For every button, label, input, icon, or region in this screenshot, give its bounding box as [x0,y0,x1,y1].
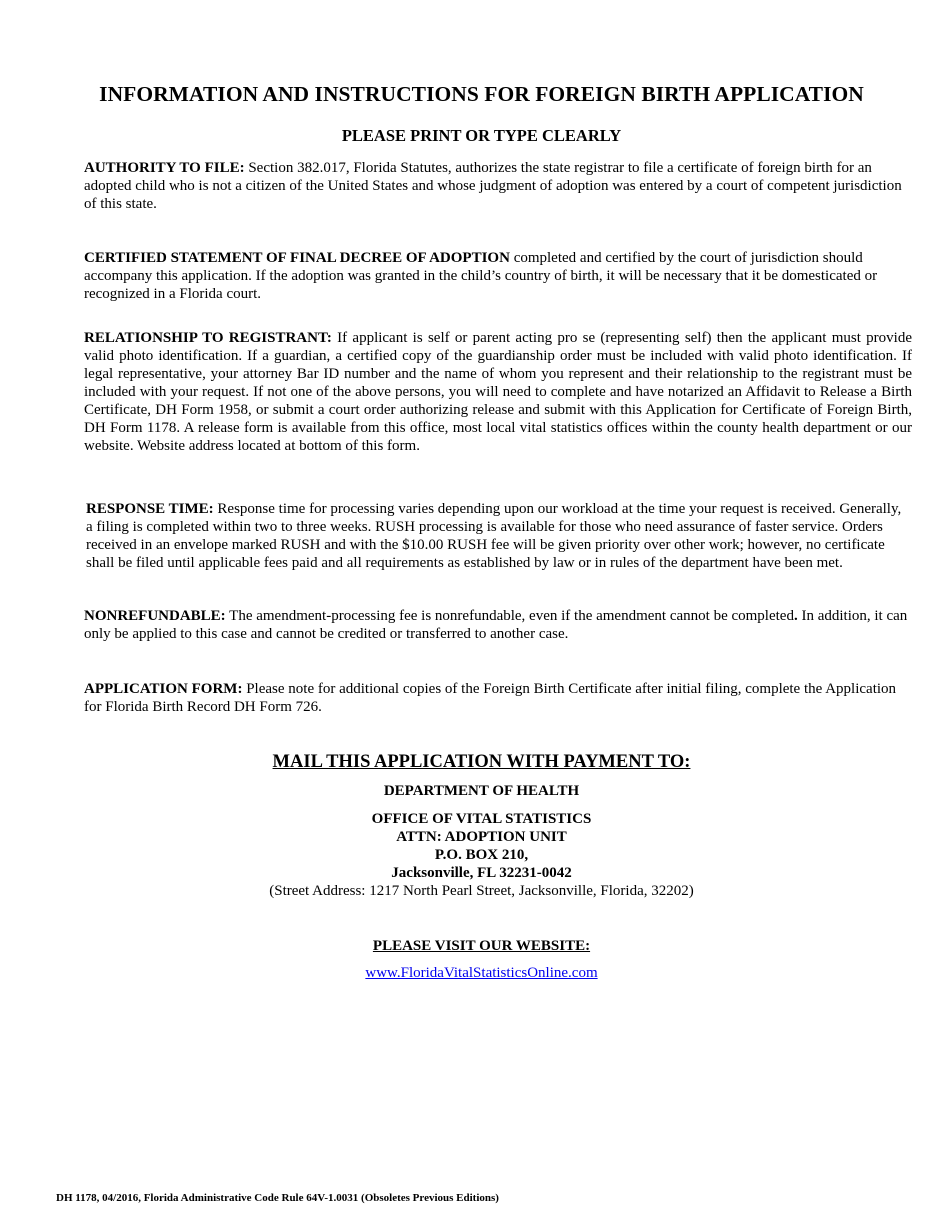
form-footer: DH 1178, 04/2016, Florida Administrative Code Rule 64V-1.0031 (Obsoletes Previous Editions) [56,1192,499,1204]
response-paragraph [86,500,908,572]
relationship-heading: RELATIONSHIP TO REGISTRANT: [84,330,332,346]
address-office: OFFICE OF VITAL STATISTICS [371,811,592,827]
page-title: INFORMATION AND INSTRUCTIONS FOR FOREIGN BIRTH APPLICATION [99,82,864,106]
mail-heading: MAIL THIS APPLICATION WITH PAYMENT TO: [272,752,691,772]
application-form-heading: APPLICATION FORM: [84,681,243,697]
page-subtitle: PLEASE PRINT OR TYPE CLEARLY [341,126,622,145]
department-name: DEPARTMENT OF HEALTH [383,783,580,799]
decree-heading: CERTIFIED STATEMENT OF FINAL DECREE OF ADOPTION [84,250,510,266]
decree-text: completed and certified by the court of jurisdiction should accompany this application. If the adoption was granted in the child’s country of birth, it will be necessary that it be domesticated or recognized in a Florida court. [84,250,878,302]
website-link[interactable]: www.FloridaVitalStatisticsOnline.com [365,965,598,981]
authority-text: Section 382.017, Florida Statutes, authorizes the state registrar to file a certificate of foreign birth for an adopted child who is not a citizen of the United States and whose judgment of adoption was entered by a court of competent jurisdiction of this state. [84,160,902,212]
street-address: (Street Address: 1217 North Pearl Street, Jacksonville, Florida, 32202) [269,883,694,899]
nonrefundable-period: . [793,608,798,624]
application-form-paragraph [84,680,912,716]
mailing-address [0,810,950,900]
authority-heading: AUTHORITY TO FILE: [84,160,245,176]
address-city: Jacksonville, FL 32231-0042 [391,865,572,881]
relationship-paragraph [84,329,912,455]
website-link-line [0,964,950,982]
address-attn: ATTN: ADOPTION UNIT [396,829,567,845]
application-form-text: Please note for additional copies of the Foreign Birth Certificate after initial filing, complete the Application for Florida Birth Record DH Form 726. [84,681,897,715]
address-po-box: P.O. BOX 210, [434,847,529,863]
nonrefundable-paragraph [84,607,912,643]
nonrefundable-heading: NONREFUNDABLE: [84,608,226,624]
nonrefundable-text-after: In addition, it can only be applied to this case and cannot be credited or transferred to another case. [84,608,908,642]
relationship-text: If applicant is self or parent acting pro se (representing self) then the applicant must provide valid photo identification. If a guardian, a certified copy of the guardianship order must be included with valid photo identification. If legal representative, your attorney Bar ID number and the name of whom you represent and their relationship to the registrant must be included with your request. If not one of the above persons, you will need to complete and have notarized an Affidavit to Release a Birth Certificate, DH Form 1958, or submit a court order authorizing release and submit with this Application for Certificate of Foreign Birth, DH Form 1178. A release form is available from this office, most local vital statistics offices within the county health department or our website. Website address located at bottom of this form. [84,330,912,454]
decree-paragraph [84,249,912,303]
nonrefundable-text: The amendment-processing fee is nonrefundable, even if the amendment cannot be completed [225,608,794,624]
authority-paragraph [84,159,912,213]
website-heading: PLEASE VISIT OUR WEBSITE: [372,938,591,954]
response-heading: RESPONSE TIME: [86,501,214,517]
response-text: Response time for processing varies depending upon our workload at the time your request is received. Generally, a filing is completed within two to three weeks. RUSH processing is available for those who need assurance of faster service. Orders received in an envelope marked RUSH and with the $10.00 RUSH fee will be given priority over other work; however, no certificate shall be filed until applicable fees paid and all requirements as established by law or in rules of the department have been met. [86,501,902,571]
